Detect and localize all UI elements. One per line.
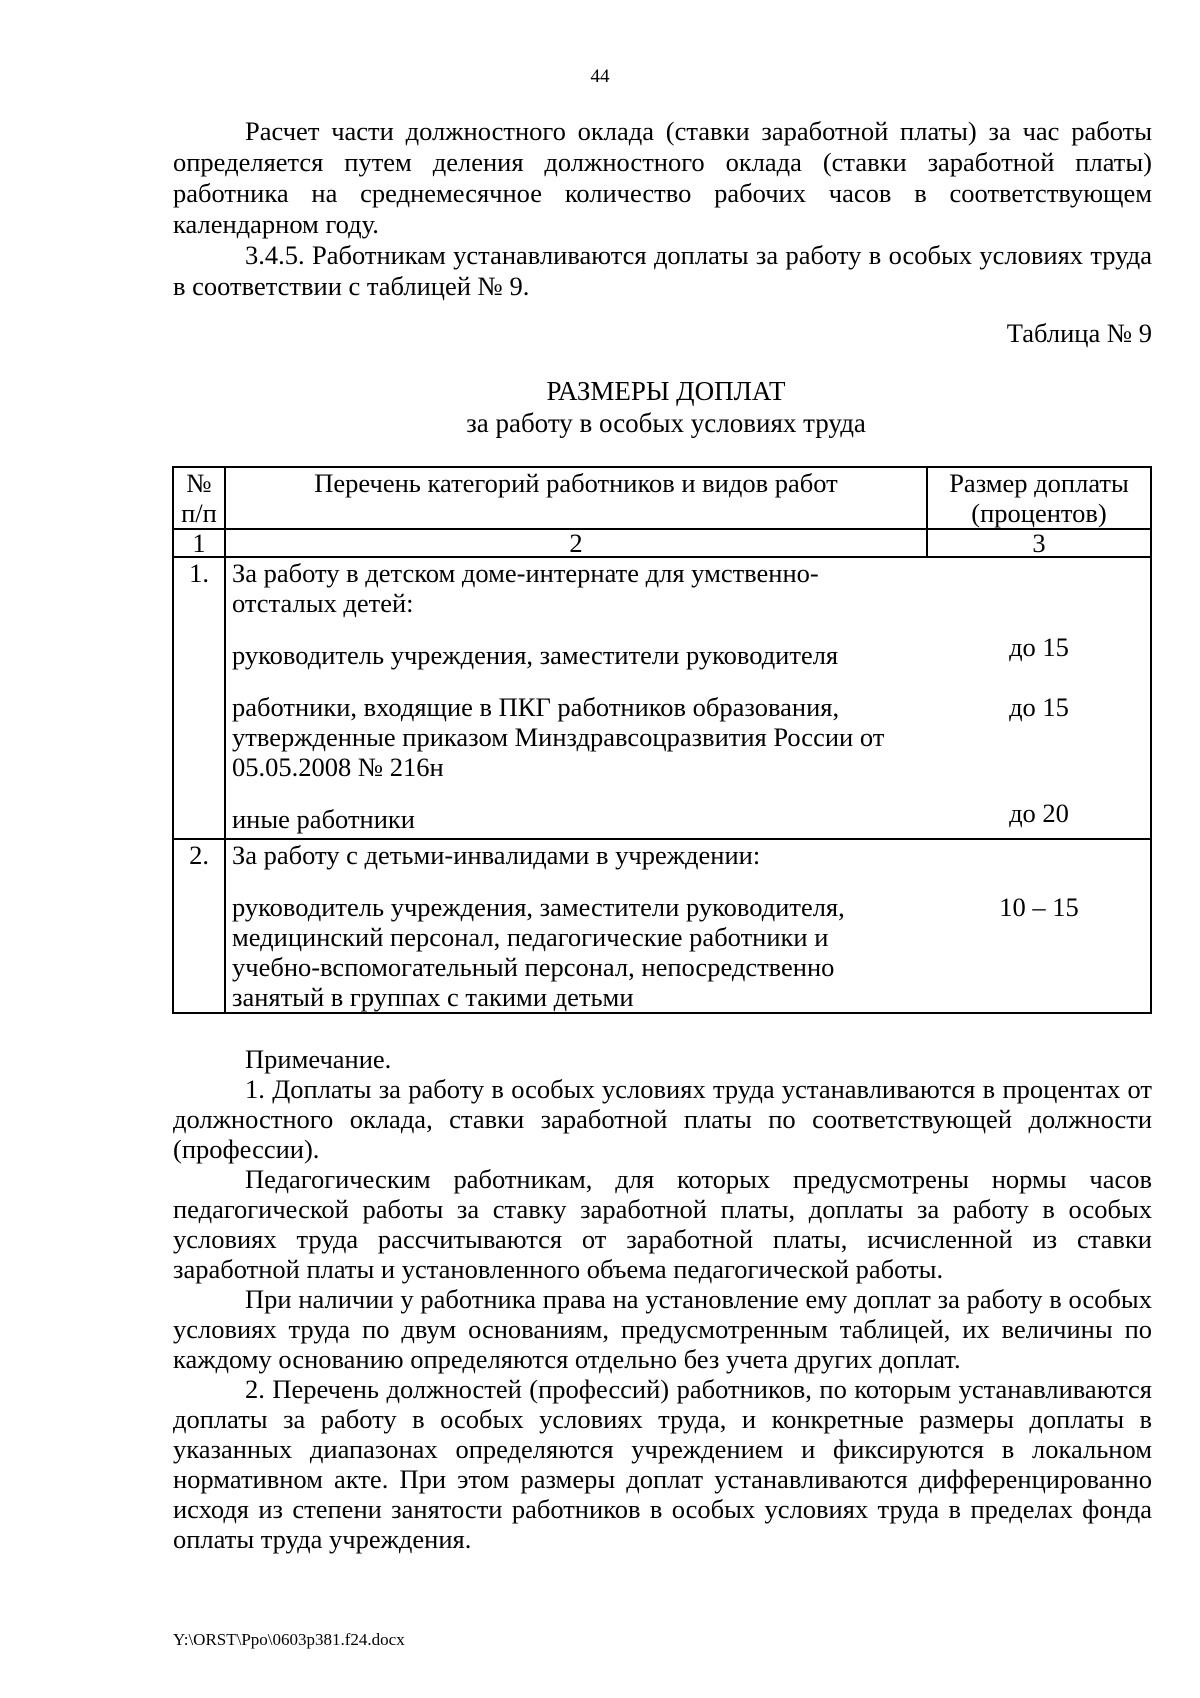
column-index: 2 [225, 529, 927, 557]
row-item-text: руководитель учреждения, заместители руководителя [232, 640, 839, 670]
row-heading: За работу в детском доме-интернате для умственно-отсталых детей: [232, 558, 819, 618]
row-item-text: иные работники [232, 804, 415, 834]
row-item [232, 892, 1144, 1012]
row-number: 2. [173, 839, 225, 1013]
notes-paragraph-1: 1. Доплаты за работу в особых условиях труда устанавливаются в процентах от должностного оклада, ставки заработной платы по соответствующей должности (профессии). [173, 1074, 1152, 1164]
row-heading: За работу с детьми-инвалидами в учреждении: [232, 840, 761, 870]
row-item [232, 798, 1144, 834]
table-title [0, 375, 1200, 439]
intro-paragraph-2: 3.4.5. Работникам устанавливаются доплаты за работу в особых условиях труда в соответствии с таблицей № 9. [173, 240, 1152, 301]
table-title-subtitle: за работу в особых условиях труда [466, 408, 866, 438]
row-content [225, 839, 1151, 1013]
header-size: Размер доплаты (процентов) [927, 467, 1151, 529]
page-number: 44 [590, 66, 610, 87]
notes-section [173, 1044, 1152, 1554]
row-item-value: 10 – 15 [999, 892, 1079, 922]
column-index: 3 [927, 529, 1151, 557]
row-number: 1. [173, 557, 225, 839]
footer-file-path: Y:\ORST\Ppo\0603p381.f24.docx [173, 1630, 405, 1649]
notes-paragraph-3: При наличии у работника права на установление ему доплат за работу в особых условиях труда по двум основаниям, предусмотренным таблицей, их величины по каждому основанию определяются отдельно без учета других доплат. [173, 1284, 1152, 1374]
notes-heading: Примечание. [245, 1044, 392, 1074]
row-item-text: руководитель учреждения, заместители руководителя, медицинский персонал, педагогические работники и учебно-вспомогательный персонал, непосредственно занятый в группах с такими детьми [232, 892, 845, 1012]
notes-paragraph-4: 2. Перечень должностей (профессий) работников, по которым устанавливаются доплаты за работу в особых условиях труда, и конкретные размеры доплаты в указанных диапазонах определяются учреждением и фиксируются в локальном нормативном акте. При этом размеры доплат устанавливаются дифференцированно исходя из степени занятости работников в особых условиях труда в пределах фонда оплаты труда учреждения. [173, 1374, 1152, 1554]
header-num: № п/п [173, 467, 225, 529]
table-header-row [173, 467, 1151, 529]
allowance-table [172, 466, 1152, 1014]
row-item [232, 632, 1144, 670]
intro-section [173, 116, 1152, 302]
row-item-value: до 15 [1009, 632, 1069, 662]
row-item-text: работники, входящие в ПКГ работников образования, утвержденные приказом Минздравсоцразвития России от 05.05.2008 № 216н [232, 692, 885, 782]
table-row [173, 557, 1151, 839]
column-index: 1 [173, 529, 225, 557]
table-number: Таблица № 9 [1006, 318, 1152, 348]
table-row [173, 839, 1151, 1013]
header-categories: Перечень категорий работников и видов работ [225, 467, 927, 529]
row-item-value: до 15 [1009, 692, 1069, 722]
row-item-value: до 20 [1009, 798, 1069, 828]
intro-paragraph-1: Расчет части должностного оклада (ставки заработной платы) за час работы определяется путем деления должностного оклада (ставки заработной платы) работника на среднемесячное количество рабочих часов в соответствующем календарном году. [173, 116, 1152, 239]
row-item [232, 692, 1144, 782]
row-content [225, 557, 1151, 839]
notes-paragraph-2: Педагогическим работникам, для которых предусмотрены нормы часов педагогической работы за ставку заработной платы, доплаты за работу в особых условиях труда рассчитываются от заработной платы, исчисленной из ставки заработной платы и установленного объема педагогической работы. [173, 1164, 1152, 1284]
table-title-main: РАЗМЕРЫ ДОПЛАТ [546, 376, 786, 406]
column-index-row [173, 529, 1151, 557]
